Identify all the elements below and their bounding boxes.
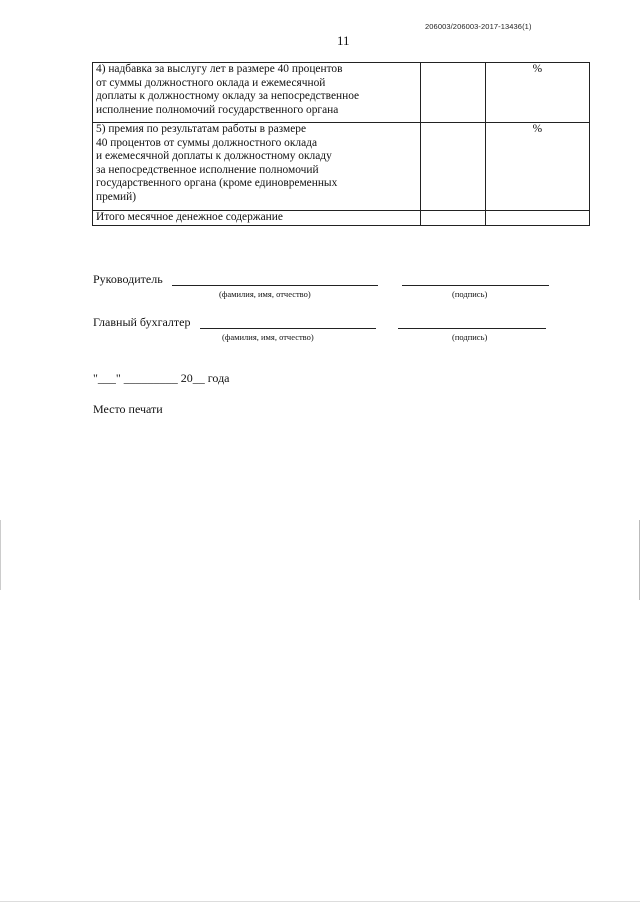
table-cell-description	[93, 63, 421, 123]
total-value	[421, 211, 485, 226]
table-row-total	[93, 211, 590, 226]
table-row	[93, 63, 590, 123]
salary-table	[92, 62, 590, 226]
total-unit	[485, 211, 589, 226]
row-text-line: государственного органа (кроме единовременных	[96, 177, 338, 190]
scan-edge-left	[0, 520, 1, 590]
head-label: Руководитель	[93, 272, 163, 286]
scan-bottom-edge	[0, 901, 640, 902]
document-id: 206003/206003-2017-13436(1)	[425, 22, 532, 31]
accountant-label: Главный бухгалтер	[93, 315, 191, 329]
table-cell-description	[93, 123, 421, 211]
row-text-line: премий)	[96, 190, 137, 203]
row-text-line: исполнение полномочий государственного органа	[96, 103, 339, 116]
table-cell-value	[421, 63, 485, 123]
row-text-line: 4) надбавка за выслугу лет в размере 40 процентов	[96, 63, 343, 75]
date-line: "___" _________ 20__ года	[93, 371, 230, 385]
row-text-line: от суммы должностного оклада и ежемесячной	[96, 76, 326, 89]
row-text-line: доплаты к должностному окладу за непосредственное	[96, 90, 360, 103]
head-name-line	[172, 285, 378, 286]
accountant-name-line	[200, 328, 376, 329]
head-signature-line	[402, 285, 549, 286]
accountant-name-caption: (фамилия, имя, отчество)	[222, 332, 314, 342]
table-cell-unit: %	[485, 123, 589, 211]
total-label: Итого месячное денежное содержание	[93, 211, 421, 226]
page-number: 11	[337, 33, 350, 48]
row-text-line: 5) премия по результатам работы в размере	[96, 123, 307, 135]
accountant-signature-caption: (подпись)	[452, 332, 488, 342]
head-signature-caption: (подпись)	[452, 289, 488, 299]
accountant-signature-line	[398, 328, 546, 329]
row-text-line: за непосредственное исполнение полномочий	[96, 163, 319, 176]
head-name-caption: (фамилия, имя, отчество)	[219, 289, 311, 299]
table-row	[93, 123, 590, 211]
row-text-line: и ежемесячной доплаты к должностному окладу	[96, 150, 332, 163]
stamp-label: Место печати	[93, 402, 163, 416]
table-cell-value	[421, 123, 485, 211]
table-cell-unit: %	[485, 63, 589, 123]
row-text-line: 40 процентов от суммы должностного оклада	[96, 136, 318, 149]
